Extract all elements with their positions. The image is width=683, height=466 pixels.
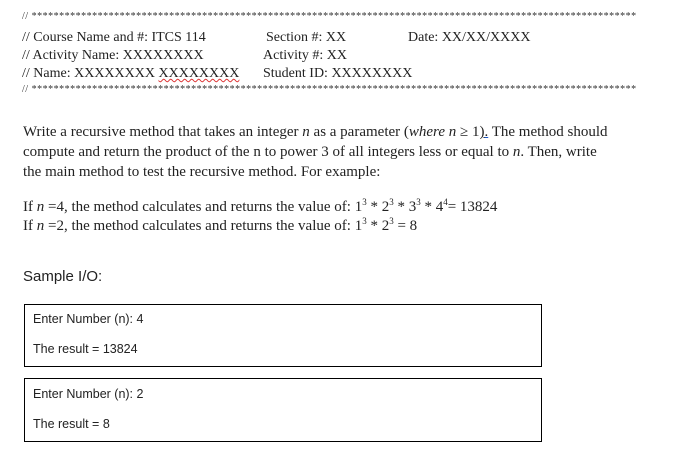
power-exponent: 3 (389, 197, 394, 207)
text: If (23, 218, 37, 234)
power-base: 2 (381, 199, 390, 215)
name-label: // Name: XXXXXXXX (22, 66, 159, 81)
sample-2-prompt: Enter Number (n): 2 (33, 387, 144, 401)
power-exponent: 3 (362, 216, 367, 226)
course-name: // Course Name and #: ITCS 114 (22, 30, 206, 45)
operator: * (366, 199, 382, 215)
power-exponent: 3 (416, 197, 421, 207)
power-exponent: 3 (362, 197, 367, 207)
operator: = 13824 (447, 199, 498, 215)
problem-line-1 (23, 122, 608, 142)
student-id: Student ID: XXXXXXXX (263, 66, 413, 81)
text: The method should (488, 124, 608, 140)
activity-number: Activity #: XX (263, 48, 347, 63)
example-2-expression (355, 218, 417, 234)
power-base: 1 (354, 199, 363, 215)
power-exponent: 3 (389, 216, 394, 226)
example-1 (23, 197, 497, 217)
text: If (23, 199, 37, 215)
close-paren: ) (479, 124, 485, 140)
header-bottom-stars (22, 84, 637, 96)
problem-line-2 (23, 142, 597, 162)
example-2 (23, 216, 417, 236)
operator: * (366, 218, 382, 234)
text: compute and return the product of the n to power 3 of all integers less or equal to (23, 144, 513, 160)
stars-line: ************************************************************************************************************** (31, 84, 637, 95)
example-1-expression (355, 199, 498, 215)
text: =2, the method calculates and returns the value of: (44, 218, 355, 234)
header-top-stars (22, 11, 637, 23)
period: . (484, 124, 489, 140)
ge-clause: ≥ 1 (456, 124, 480, 140)
comment-prefix: // (22, 84, 29, 95)
sample-1-prompt: Enter Number (n): 4 (33, 312, 144, 326)
operator: = 8 (393, 218, 418, 234)
text: as a parameter ( (309, 124, 409, 140)
text: . Then, write (520, 144, 597, 160)
section-number: Section #: XX (266, 30, 347, 45)
where-clause: where n (408, 124, 457, 140)
sample-io-title: Sample I/O: (23, 268, 103, 285)
sample-1-result: The result = 13824 (33, 342, 138, 356)
operator: * (393, 199, 409, 215)
name-value: XXXXXXXX (158, 66, 240, 81)
sample-2-result: The result = 8 (33, 417, 110, 431)
power-base: 1 (354, 218, 363, 234)
power-base: 3 (408, 199, 417, 215)
activity-name: // Activity Name: XXXXXXXX (22, 48, 204, 63)
var-n: n (302, 124, 310, 140)
student-name (22, 65, 239, 83)
operator: * (420, 199, 436, 215)
power-base: 4 (435, 199, 444, 215)
sample-box-2 (24, 378, 542, 442)
stars-line: ************************************************************************************************************** (31, 11, 637, 22)
date: Date: XX/XX/XXXX (408, 30, 531, 45)
var-n: n (36, 199, 45, 215)
problem-line-3: the main method to test the recursive method. For example: (23, 164, 381, 180)
var-n: n (36, 218, 45, 234)
power-base: 2 (381, 218, 390, 234)
text: Write a recursive method that takes an integer (23, 124, 303, 140)
sample-box-1 (24, 304, 542, 367)
text: =4, the method calculates and returns the value of: (44, 199, 355, 215)
power-exponent: 4 (443, 197, 448, 207)
var-n: n (512, 144, 521, 160)
comment-prefix: // (22, 11, 29, 22)
